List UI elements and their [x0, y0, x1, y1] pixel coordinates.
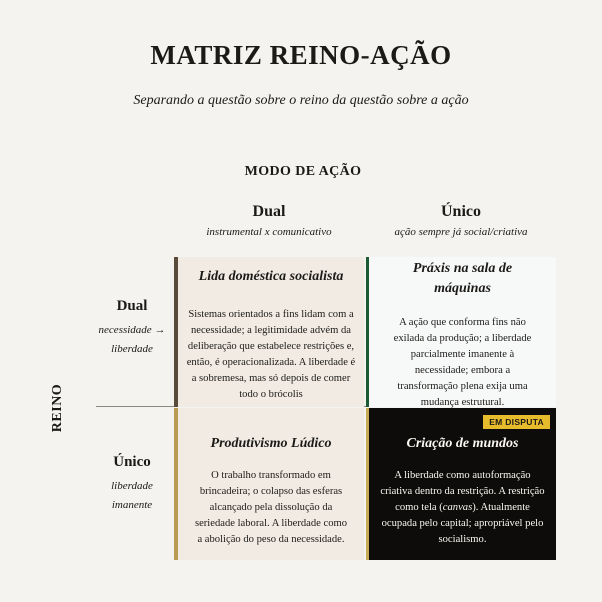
- column-header-label: Único: [441, 203, 481, 220]
- cell-body: O trabalho transformado em brincadeira; o colapso das esferas alcançado pela dissolução da seriedade laboral. A liberdade como a abolição do peso da necessidade.: [194, 470, 348, 545]
- matrix-cell-dual-unico: [366, 257, 556, 407]
- column-header-sub: instrumental x comunicativo: [206, 226, 332, 238]
- column-header-label: Dual: [252, 203, 286, 220]
- row-header-unico: [92, 454, 172, 515]
- cell-body-text: ). Atualmente ocupada pelo capital; apropriável pelo socialismo.: [381, 502, 544, 545]
- cell-title: Lida doméstica socialista: [198, 269, 344, 284]
- matrix-cell-dual-dual: [174, 257, 364, 407]
- cell-body: [369, 454, 556, 548]
- page-title: MATRIZ REINO-AÇÃO: [150, 40, 452, 70]
- row-axis-label: REINO: [50, 383, 65, 433]
- row-header-sub: necessidade → liberdade: [98, 324, 166, 355]
- column-header-dual: [174, 203, 364, 238]
- matrix-cell-unico-dual: [174, 408, 364, 560]
- column-header-sub: ação sempre já social/criativa: [394, 226, 528, 238]
- status-badge: EM DISPUTA: [483, 415, 550, 429]
- matrix-cell-unico-unico: [366, 408, 556, 560]
- cell-body: Sistemas orientados a fins lidam com a necessidade; a legitimidade advém da deliberação que estabelece restrições e, então, é operacionalizada. A liberdade é a sobremesa, mas só depois de comer todo o brócolis: [186, 309, 356, 400]
- row-header-label: Dual: [116, 298, 148, 314]
- column-axis-label: MODO DE AÇÃO: [244, 164, 362, 179]
- row-header-label: Único: [113, 454, 151, 470]
- column-header-unico: [366, 203, 556, 238]
- row-header-sub: liberdade imanente: [111, 480, 153, 511]
- cell-title: Práxis na sala de máquinas: [412, 261, 513, 296]
- cell-body-emphasis: canvas: [442, 502, 473, 513]
- row-header-dual: [92, 298, 172, 359]
- cell-title: Criação de mundos: [406, 436, 519, 451]
- cell-body: A ação que conforma fins não exilada da produção; a liberdade parcialmente imanente à necessidade; embora a transformação plena exija uma mudança estrutural.: [393, 317, 532, 408]
- cell-body-text: A liberdade como autoformação criativa dentro da restrição. A restrição como tela (: [380, 470, 545, 513]
- page-subtitle: Separando a questão sobre o reino da questão sobre a ação: [133, 93, 469, 108]
- cell-title: Produtivismo Lúdico: [210, 436, 332, 451]
